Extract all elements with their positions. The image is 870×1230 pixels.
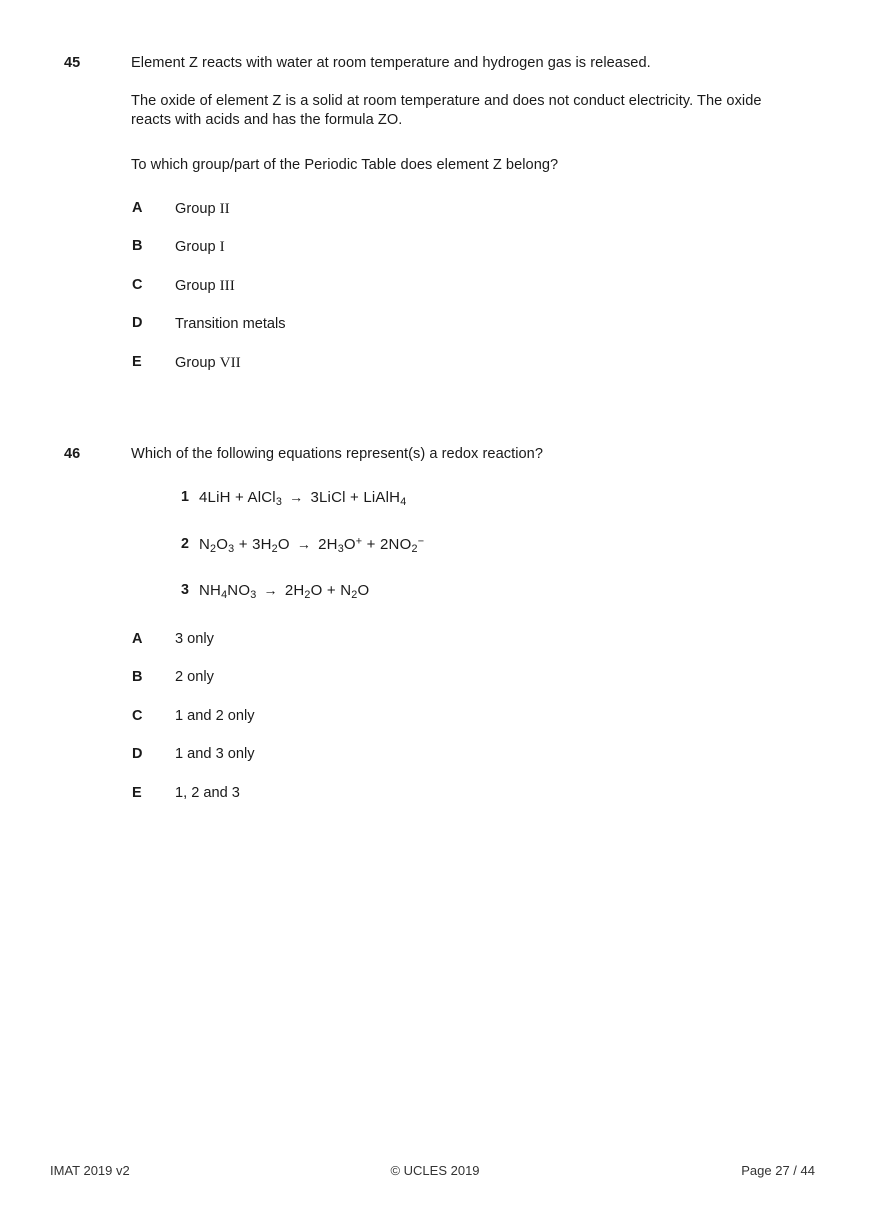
- option-text: [175, 276, 235, 296]
- answer-option[interactable]: [132, 668, 832, 706]
- equation-list: [181, 487, 781, 627]
- answer-option[interactable]: [132, 630, 832, 668]
- option-text: 3 only: [175, 631, 214, 647]
- answer-option[interactable]: [132, 353, 832, 391]
- answer-option[interactable]: [132, 237, 832, 275]
- option-text: 1 and 2 only: [175, 707, 255, 724]
- option-text: 1 and 3 only: [175, 746, 255, 763]
- answer-option[interactable]: [132, 199, 832, 237]
- option-text-prefix: Group: [175, 277, 220, 294]
- footer-page-number: Page 27 / 44: [741, 1163, 815, 1178]
- option-letter: C: [132, 707, 143, 724]
- footer-exam-label: IMAT 2019 v2: [50, 1163, 130, 1178]
- option-letter: A: [132, 200, 143, 216]
- question-number: 45: [64, 55, 81, 71]
- option-letter: D: [132, 746, 143, 763]
- question-number: 46: [64, 446, 81, 462]
- option-text-prefix: Group: [175, 239, 220, 256]
- option-text-prefix: Transition metals: [175, 316, 286, 333]
- question-prompt: Which of the following equations represent(s) a redox reaction?: [131, 446, 543, 462]
- equation-formula: $NH_4NO_3 \to 2H_2O + N_2O$: [199, 582, 370, 602]
- question-body: [131, 445, 776, 465]
- option-letter: B: [132, 238, 143, 255]
- answer-option[interactable]: [132, 707, 832, 745]
- page-footer: [0, 1162, 870, 1182]
- footer-copyright: © UCLES 2019: [390, 1163, 480, 1178]
- option-letter: C: [132, 276, 143, 293]
- answer-option[interactable]: [132, 276, 832, 314]
- option-text: [175, 314, 286, 334]
- answer-option[interactable]: [132, 745, 832, 783]
- option-text-prefix: Group: [175, 354, 220, 371]
- question-stem-line: The oxide of element Z is a solid at room temperature and does not conduct electricity. The oxide reacts with acids and has the formula ZO.: [131, 92, 762, 128]
- option-text: [175, 237, 225, 257]
- option-roman-numeral: VII: [219, 353, 241, 371]
- equation-formula: 4LiH + AlCl$_3$ → 3LiCl + LiAlH$_4$: [199, 489, 407, 509]
- option-letter: B: [132, 669, 143, 686]
- answer-option[interactable]: [132, 314, 832, 352]
- question-body: [131, 54, 776, 175]
- equation-number: 1: [181, 489, 189, 505]
- option-letter: E: [132, 353, 142, 370]
- equation-number: 2: [181, 535, 189, 552]
- option-roman-numeral: III: [219, 276, 235, 294]
- option-letter: A: [132, 631, 143, 647]
- option-text-prefix: Group: [175, 201, 220, 217]
- option-roman-numeral: I: [219, 238, 225, 256]
- equation-item: [181, 534, 781, 581]
- option-text: [175, 353, 241, 373]
- question-stem-line: Element Z reacts with water at room temperature and hydrogen gas is released.: [131, 55, 651, 71]
- option-letter: D: [132, 315, 143, 332]
- equation-item: [181, 487, 781, 534]
- option-text: 2 only: [175, 669, 214, 686]
- option-roman-numeral: II: [219, 200, 230, 217]
- option-text: [175, 199, 230, 219]
- equation-formula: $N_2O_3 + 3H_2O \to 2H_3O^+ + 2NO_2^-$: [199, 534, 425, 555]
- question-prompt: To which group/part of the Periodic Table does element Z belong?: [131, 156, 559, 173]
- equation-number: 3: [181, 582, 189, 598]
- answer-options-46: [132, 630, 832, 822]
- answer-options-45: [132, 199, 832, 391]
- option-letter: E: [132, 784, 142, 801]
- answer-option[interactable]: [132, 784, 832, 822]
- equation-item: [181, 580, 781, 627]
- option-text: 1, 2 and 3: [175, 784, 240, 801]
